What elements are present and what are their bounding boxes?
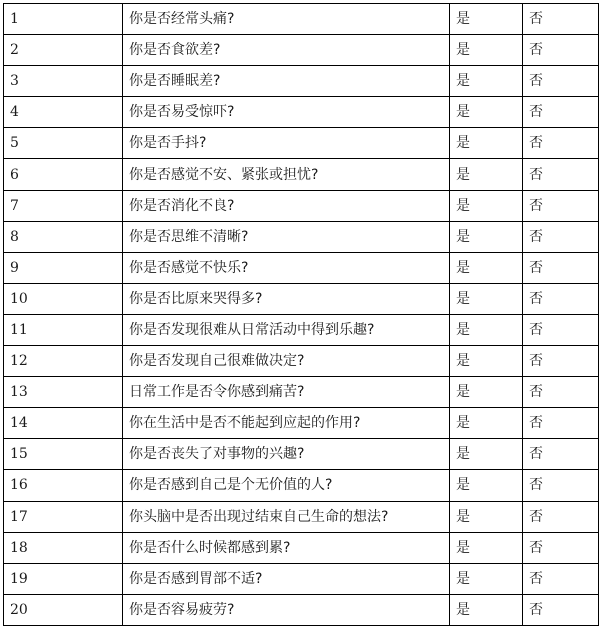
answer-no-option[interactable]: 否 (523, 377, 599, 408)
answer-yes-option[interactable]: 是 (450, 159, 523, 190)
answer-yes-option[interactable]: 是 (450, 252, 523, 283)
table-row (4, 128, 599, 159)
table-row (4, 594, 599, 625)
answer-yes-option[interactable]: 是 (450, 283, 523, 314)
table-row (4, 35, 599, 66)
answer-yes-option[interactable]: 是 (450, 97, 523, 128)
question-text: 你是否消化不良? (123, 190, 450, 221)
answer-yes-option[interactable]: 是 (450, 314, 523, 345)
answer-no-option[interactable]: 否 (523, 221, 599, 252)
answer-yes-option[interactable]: 是 (450, 346, 523, 377)
question-text: 你是否感到胃部不适? (123, 563, 450, 594)
answer-no-option[interactable]: 否 (523, 190, 599, 221)
answer-yes-option[interactable]: 是 (450, 594, 523, 625)
table-row (4, 346, 599, 377)
question-number: 13 (4, 377, 123, 408)
table-row (4, 221, 599, 252)
question-number: 10 (4, 283, 123, 314)
question-text: 你在生活中是否不能起到应起的作用? (123, 408, 450, 439)
answer-no-option[interactable]: 否 (523, 159, 599, 190)
question-number: 8 (4, 221, 123, 252)
answer-no-option[interactable]: 否 (523, 408, 599, 439)
question-text: 你是否易受惊吓? (123, 97, 450, 128)
question-text: 你是否什么时候都感到累? (123, 532, 450, 563)
question-text: 你是否经常头痛? (123, 4, 450, 35)
table-row (4, 190, 599, 221)
question-number: 4 (4, 97, 123, 128)
answer-yes-option[interactable]: 是 (450, 221, 523, 252)
answer-no-option[interactable]: 否 (523, 35, 599, 66)
question-text: 你是否感觉不快乐? (123, 252, 450, 283)
answer-no-option[interactable]: 否 (523, 563, 599, 594)
table-row (4, 563, 599, 594)
question-text: 你是否发现很难从日常活动中得到乐趣? (123, 314, 450, 345)
table-row (4, 501, 599, 532)
table-row (4, 159, 599, 190)
question-number: 20 (4, 594, 123, 625)
table-row (4, 408, 599, 439)
answer-no-option[interactable]: 否 (523, 594, 599, 625)
question-number: 16 (4, 470, 123, 501)
answer-yes-option[interactable]: 是 (450, 377, 523, 408)
answer-no-option[interactable]: 否 (523, 4, 599, 35)
answer-no-option[interactable]: 否 (523, 501, 599, 532)
answer-no-option[interactable]: 否 (523, 66, 599, 97)
question-text: 你是否手抖? (123, 128, 450, 159)
question-number: 6 (4, 159, 123, 190)
question-text: 你是否睡眠差? (123, 66, 450, 97)
question-number: 14 (4, 408, 123, 439)
question-number: 1 (4, 4, 123, 35)
answer-no-option[interactable]: 否 (523, 439, 599, 470)
question-text: 你是否思维不清晰? (123, 221, 450, 252)
question-number: 18 (4, 532, 123, 563)
answer-no-option[interactable]: 否 (523, 314, 599, 345)
answer-yes-option[interactable]: 是 (450, 408, 523, 439)
table-row (4, 532, 599, 563)
table-row (4, 66, 599, 97)
questionnaire-table (3, 3, 599, 626)
question-text: 你是否容易疲劳? (123, 594, 450, 625)
answer-yes-option[interactable]: 是 (450, 532, 523, 563)
question-number: 9 (4, 252, 123, 283)
table-row (4, 470, 599, 501)
question-text: 日常工作是否令你感到痛苦? (123, 377, 450, 408)
table-row (4, 439, 599, 470)
answer-no-option[interactable]: 否 (523, 532, 599, 563)
answer-yes-option[interactable]: 是 (450, 470, 523, 501)
questionnaire-body (4, 4, 599, 626)
question-text: 你是否丧失了对事物的兴趣? (123, 439, 450, 470)
answer-no-option[interactable]: 否 (523, 97, 599, 128)
question-number: 19 (4, 563, 123, 594)
answer-yes-option[interactable]: 是 (450, 66, 523, 97)
question-number: 17 (4, 501, 123, 532)
table-row (4, 283, 599, 314)
answer-yes-option[interactable]: 是 (450, 128, 523, 159)
question-text: 你是否食欲差? (123, 35, 450, 66)
table-row (4, 252, 599, 283)
question-number: 3 (4, 66, 123, 97)
answer-yes-option[interactable]: 是 (450, 439, 523, 470)
question-number: 15 (4, 439, 123, 470)
answer-yes-option[interactable]: 是 (450, 4, 523, 35)
question-number: 11 (4, 314, 123, 345)
question-number: 2 (4, 35, 123, 66)
question-text: 你是否比原来哭得多? (123, 283, 450, 314)
question-number: 12 (4, 346, 123, 377)
answer-yes-option[interactable]: 是 (450, 35, 523, 66)
answer-no-option[interactable]: 否 (523, 128, 599, 159)
answer-yes-option[interactable]: 是 (450, 190, 523, 221)
question-text: 你是否感觉不安、紧张或担忧? (123, 159, 450, 190)
answer-no-option[interactable]: 否 (523, 283, 599, 314)
answer-no-option[interactable]: 否 (523, 252, 599, 283)
answer-no-option[interactable]: 否 (523, 470, 599, 501)
table-row (4, 377, 599, 408)
question-text: 你是否发现自己很难做决定? (123, 346, 450, 377)
answer-yes-option[interactable]: 是 (450, 563, 523, 594)
table-row (4, 97, 599, 128)
answer-yes-option[interactable]: 是 (450, 501, 523, 532)
table-row (4, 4, 599, 35)
question-text: 你是否感到自己是个无价值的人? (123, 470, 450, 501)
answer-no-option[interactable]: 否 (523, 346, 599, 377)
question-number: 5 (4, 128, 123, 159)
table-row (4, 314, 599, 345)
question-number: 7 (4, 190, 123, 221)
question-text: 你头脑中是否出现过结束自己生命的想法? (123, 501, 450, 532)
